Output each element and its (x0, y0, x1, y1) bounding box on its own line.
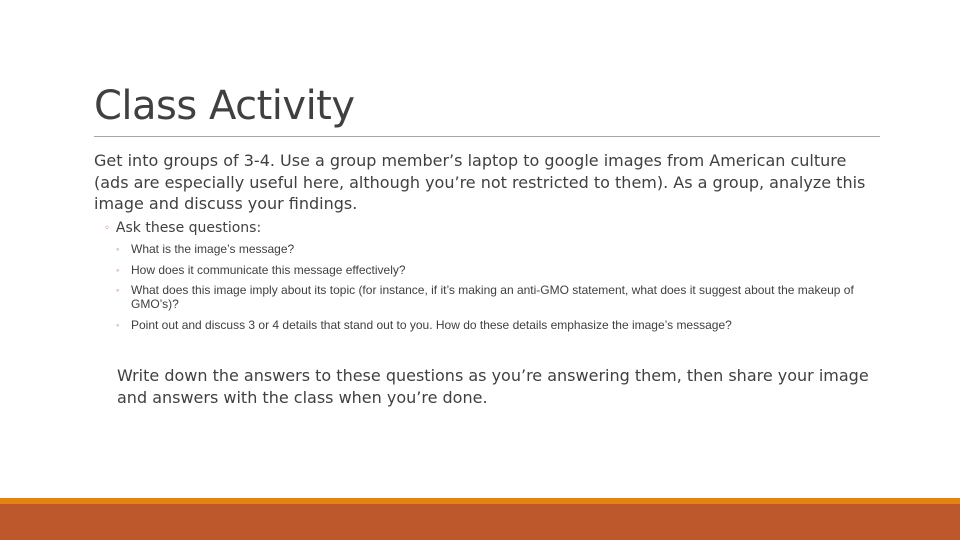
hollow-circle-bullet-icon: ◦ (116, 264, 120, 275)
question-text: What is the image’s message? (131, 242, 295, 256)
question-text: What does this image imply about its topic (for instance, if it’s making an anti-GMO statement, what does it suggest about the makeup of GMO’s)? (131, 283, 854, 311)
list-item (116, 318, 876, 332)
questions-heading-text: Ask these questions: (115, 220, 262, 236)
hollow-circle-bullet-icon: ◦ (104, 223, 110, 234)
title-divider (94, 136, 880, 137)
hollow-circle-bullet-icon: ◦ (116, 319, 120, 330)
questions-heading-item (104, 219, 261, 238)
footer-bar (0, 504, 960, 540)
intro-paragraph: Get into groups of 3-4. Use a group member’s laptop to google images from American culture (ads are especially useful here, although you’re not restricted to them). As a group, analyze this image and discuss your findings. (94, 151, 866, 213)
hollow-circle-bullet-icon: ◦ (116, 285, 120, 295)
hollow-circle-bullet-icon: ◦ (116, 244, 120, 254)
list-item (116, 263, 876, 277)
list-item (116, 242, 876, 256)
slide-title: Class Activity (94, 83, 355, 129)
question-text: Point out and discuss 3 or 4 details that stand out to you. How do these details emphasize the image’s message? (131, 317, 732, 332)
question-text: How does it communicate this message effectively? (131, 262, 406, 277)
questions-list (116, 242, 876, 338)
closing-paragraph: Write down the answers to these questions as you’re answering them, then share your image and answers with the class when you’re done. (117, 366, 869, 407)
list-item (116, 283, 876, 311)
